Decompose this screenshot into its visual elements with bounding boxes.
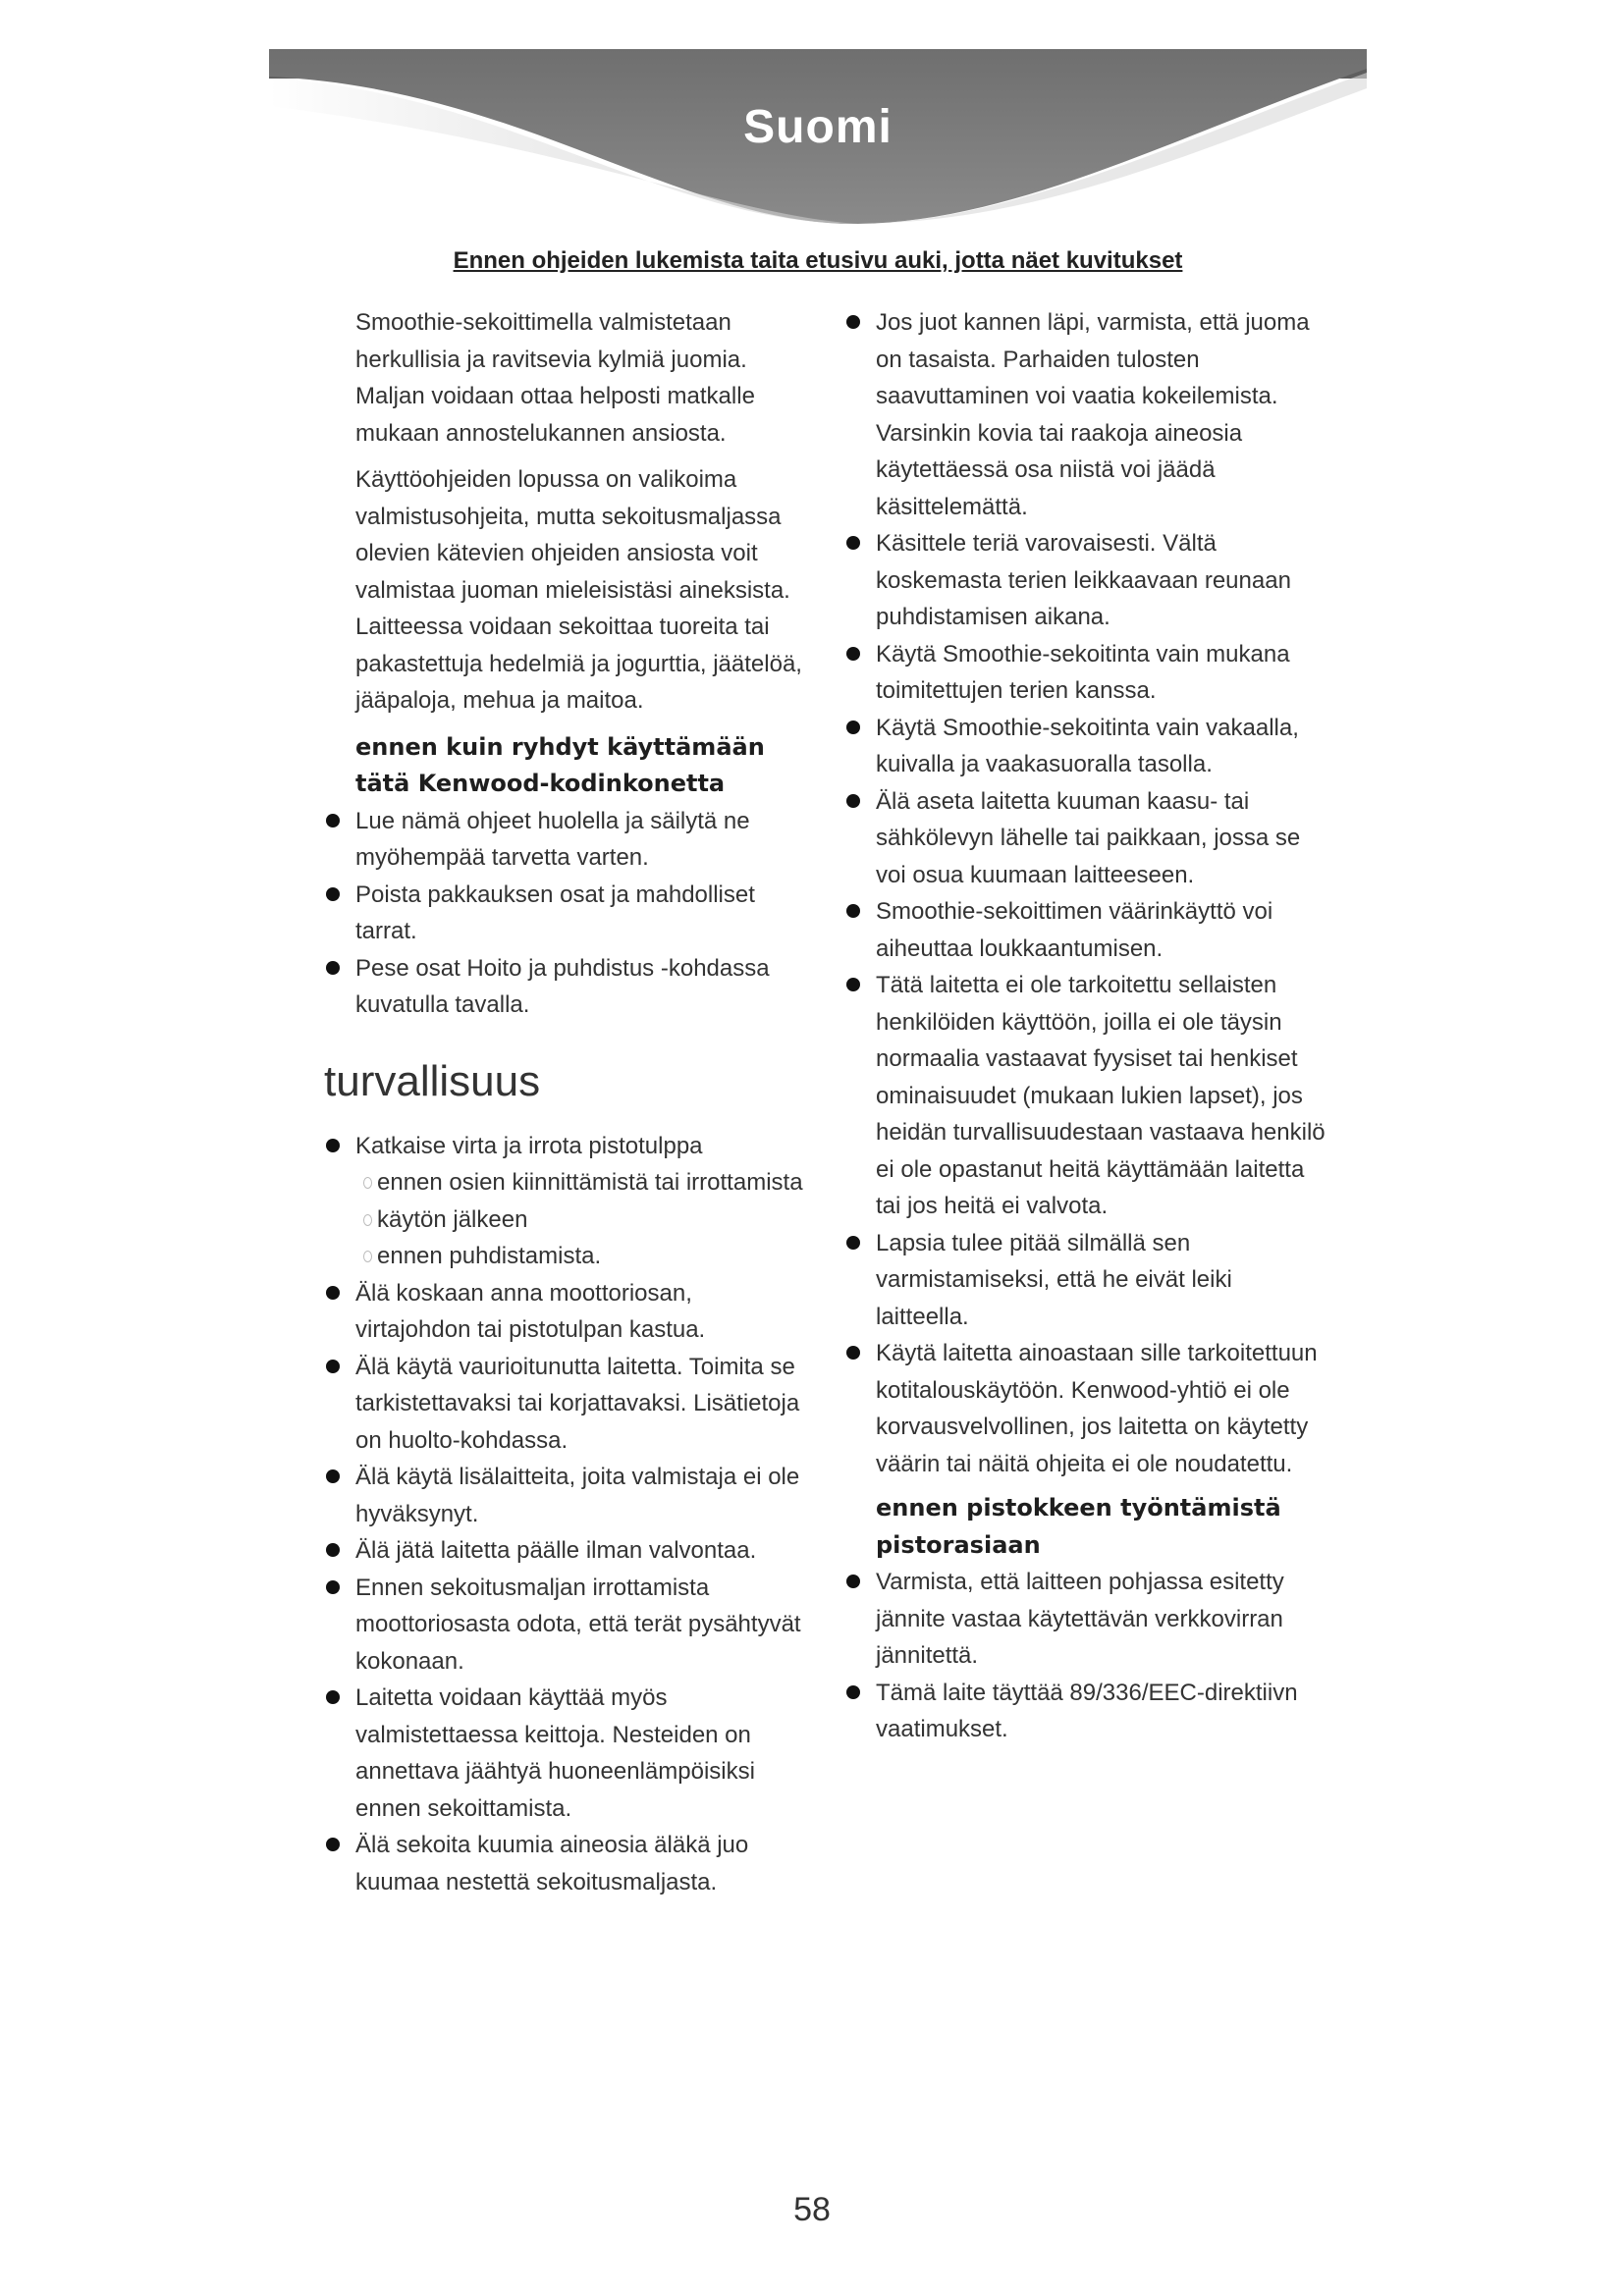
list-item: Älä käytä vaurioitunutta laitetta. Toimita se tarkistettavaksi tai korjattavaksi. Lisätietoja on huolto-kohdassa. [355, 1349, 807, 1460]
list-item: Lue nämä ohjeet huolella ja säilytä ne myöhempää tarvetta varten. [355, 803, 807, 877]
list-item: Jos juot kannen läpi, varmista, että juoma on tasaista. Parhaiden tulosten saavuttaminen voi vaatia kokeilemista. Varsinkin kovia tai raakoja aineosia käytettäessä osa niistä voi jäädä käsittelemättä. [876, 304, 1327, 525]
safety-list-continued [876, 304, 1327, 1482]
before-plug-heading: ennen pistokkeen työntämistä pistorasiaan [876, 1494, 1281, 1559]
list-item: Smoothie-sekoittimen väärinkäyttö voi aiheuttaa loukkaantumisen. [876, 893, 1327, 967]
before-use-list [355, 803, 807, 1024]
list-item-text: Katkaise virta ja irrota pistotulppa [355, 1132, 703, 1159]
intro-paragraph: Käyttöohjeiden lopussa on valikoima valmistusohjeita, mutta sekoitusmaljassa olevien kätevien ohjeiden ansiosta voit valmistaa juoman mieleisistäsi aineksista. Laitteessa voidaan sekoittaa tuoreita tai pakastettuja hedelmiä ja jogurttia, jäätelöä, jääpaloja, mehua ja maitoa. [355, 466, 802, 714]
sub-list-item: käytön jälkeen [355, 1201, 807, 1239]
list-item: Käsittele teriä varovaisesti. Vältä koskemasta terien leikkaavaan reunaan puhdistamisen aikana. [876, 525, 1327, 636]
banner-title: Suomi [743, 101, 893, 153]
list-item: Käytä laitetta ainoastaan sille tarkoitettuun kotitalouskäytöön. Kenwood-yhtiö ei ole korvausvelvollinen, jos laitetta on käytetty väärin tai näitä ohjeita ei ole noudatettu. [876, 1335, 1327, 1482]
page-number: 58 [793, 2191, 831, 2228]
sub-list [355, 1164, 807, 1275]
list-item: Käytä Smoothie-sekoitinta vain mukana toimitettujen terien kanssa. [876, 636, 1327, 710]
list-item: Älä sekoita kuumia aineosia äläkä juo kuumaa nestettä sekoitusmaljasta. [355, 1827, 807, 1900]
intro-heading: Ennen ohjeiden lukemista taita etusivu auki, jotta näet kuvitukset [453, 247, 1183, 274]
list-item: Lapsia tulee pitää silmällä sen varmistamiseksi, että he eivät leiki laitteella. [876, 1225, 1327, 1336]
sub-list-item: ennen puhdistamista. [355, 1238, 807, 1275]
list-item: Älä käytä lisälaitteita, joita valmistaja ei ole hyväksynyt. [355, 1459, 807, 1532]
list-item: Tätä laitetta ei ole tarkoitettu sellaisten henkilöiden käyttöön, joilla ei ole täysin normaalia vastaavat fyysiset tai henkiset ominaisuudet (mukaan lukien lapset), jos heidän turvallisuudestaan vastaava henkilö ei ole opastanut heitä käyttämään laitetta tai jos heitä ei valvota. [876, 967, 1327, 1225]
list-item: Käytä Smoothie-sekoitinta vain vakaalla, kuivalla ja vaakasuoralla tasolla. [876, 710, 1327, 783]
list-item [355, 1128, 807, 1275]
list-item: Älä koskaan anna moottoriosan, virtajohdon tai pistotulpan kastua. [355, 1275, 807, 1349]
sub-list-item: ennen osien kiinnittämistä tai irrottamista [355, 1164, 807, 1201]
list-item: Laitetta voidaan käyttää myös valmistettaessa keittoja. Nesteiden on annettava jäähtyä huoneenlämpöisiksi ennen sekoittamista. [355, 1680, 807, 1827]
list-item: Ennen sekoitusmaljan irrottamista moottoriosasta odota, että terät pysähtyvät kokonaan. [355, 1570, 807, 1681]
left-column [324, 304, 807, 1900]
list-item: Älä jätä laitetta päälle ilman valvontaa. [355, 1532, 807, 1570]
before-use-heading: ennen kuin ryhdyt käyttämään tätä Kenwood-kodinkonetta [355, 732, 765, 797]
list-item: Poista pakkauksen osat ja mahdolliset tarrat. [355, 877, 807, 950]
list-item: Älä aseta laitetta kuuman kaasu- tai sähkölevyn lähelle tai paikkaan, jossa se voi osua kuumaan laitteeseen. [876, 783, 1327, 894]
list-item: Varmista, että laitteen pohjassa esitetty jännite vastaa käytettävän verkkovirran jännitettä. [876, 1564, 1327, 1675]
safety-heading: turvallisuus [324, 1056, 541, 1105]
intro-paragraph: Smoothie-sekoittimella valmistetaan herkullisia ja ravitsevia kylmiä juomia. Maljan voidaan ottaa helposti matkalle mukaan annostelukannen ansiosta. [355, 309, 755, 447]
right-column [876, 304, 1327, 1748]
language-banner [269, 49, 1367, 226]
list-item: Pese osat Hoito ja puhdistus -kohdassa kuvatulla tavalla. [355, 950, 807, 1024]
safety-list [355, 1128, 807, 1901]
before-plug-list [876, 1564, 1327, 1748]
list-item: Tämä laite täyttää 89/336/EEC-direktiivn vaatimukset. [876, 1675, 1327, 1748]
